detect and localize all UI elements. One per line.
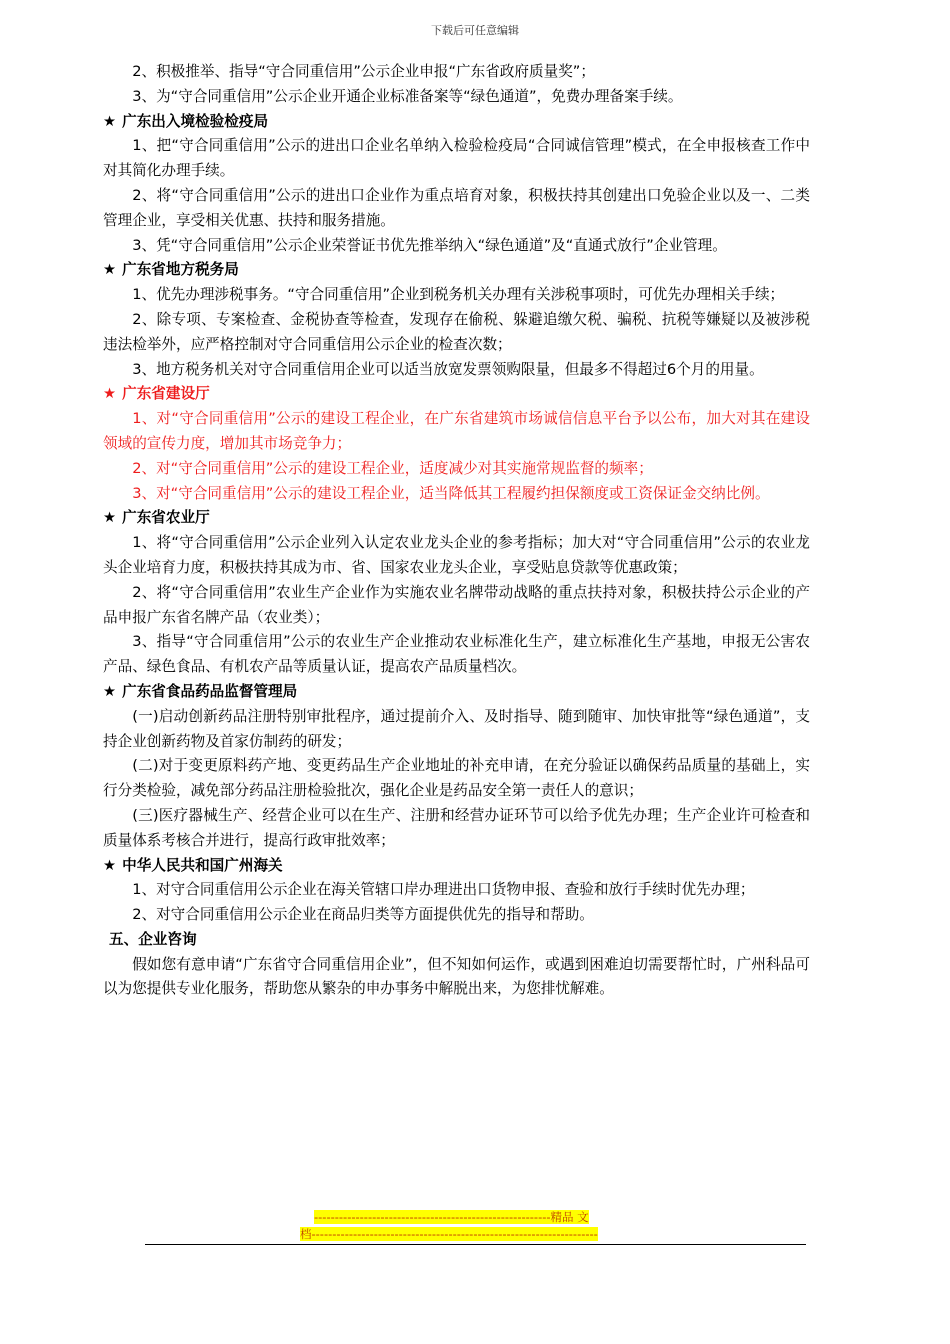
paragraph: 2、将“守合同重信用”农业生产企业作为实施农业名牌带动战略的重点扶持对象，积极扶持公示企业的产品申报广东省名牌产品（农业类）；	[103, 583, 810, 626]
star-icon: ★	[103, 856, 117, 874]
paragraph: 假如您有意申请“广东省守合同重信用企业”，但不知如何运作，或遇到困难迫切需要帮忙时，广州科品可以为您提供专业化服务，帮助您从繁杂的申办事务中解脱出来，为您排忧解难。	[103, 955, 810, 998]
section-heading	[103, 506, 810, 531]
paragraph: 3、凭“守合同重信用”公示企业荣誉证书优先推举纳入“绿色通道”及“直通式放行”企业管理。	[132, 236, 727, 254]
section-heading-text: 广东省地方税务局	[122, 261, 239, 279]
paragraph: 3、地方税务机关对守合同重信用企业可以适当放宽发票领购限量，但最多不得超过6个月的用量。	[132, 360, 764, 378]
paragraph: 3、指导“守合同重信用”公示的农业生产企业推动农业标准化生产，建立标准化生产基地，申报无公害农产品、绿色食品、有机农产品等质量认证，提高农产品质量档次。	[103, 633, 810, 676]
paragraph: 2、积极推举、指导“守合同重信用”公示企业申报“广东省政府质量奖”；	[132, 63, 595, 80]
paragraph: (三)医疗器械生产、经营企业可以在生产、注册和经营办证环节可以给予优先办理；生产企业许可检查和质量体系考核合并进行，提高行政审批效率；	[103, 806, 810, 849]
footer-watermark	[300, 1209, 650, 1243]
paragraph: 1、对守合同重信用公示企业在海关管辖口岸办理进出口货物申报、查验和放行手续时优先办理；	[132, 881, 755, 899]
section-heading	[103, 110, 810, 135]
paragraph: 3、为“守合同重信用”公示企业开通企业标准备案等“绿色通道”，免费办理备案手续。	[132, 87, 683, 105]
page-header: 下载后可任意编辑	[431, 24, 519, 37]
star-icon: ★	[103, 509, 117, 527]
paragraph: 2、对守合同重信用公示企业在商品归类等方面提供优先的指导和帮助。	[132, 906, 594, 924]
star-icon: ★	[103, 385, 117, 403]
section-heading-text: 广东省农业厅	[122, 509, 210, 527]
star-icon: ★	[103, 682, 117, 700]
section-heading-text: 广东省食品药品监督管理局	[122, 682, 298, 700]
paragraph: 1、把“守合同重信用”公示的进出口企业名单纳入检验检疫局“合同诚信管理”模式，在全申报核查工作中对其简化办理手续。	[103, 137, 810, 180]
paragraph: 3、对“守合同重信用”公示的建设工程企业，适当降低其工程履约担保额度或工资保证金交纳比例。	[132, 484, 770, 502]
section-heading	[103, 258, 810, 283]
paragraph: 1、优先办理涉税事务。“守合同重信用”企业到税务机关办理有关涉税事项时，可优先办理相关手续；	[132, 286, 785, 304]
footer-line-1: ---------------------------------------------------------精品 文	[314, 1210, 589, 1224]
paragraph: 2、将“守合同重信用”公示的进出口企业作为重点培育对象，积极扶持其创建出口免验企业以及一、二类管理企业，享受相关优惠、扶持和服务措施。	[103, 186, 810, 229]
chapter-heading: 五、企业咨询	[109, 930, 197, 948]
paragraph: 1、对“守合同重信用”公示的建设工程企业，在广东省建筑市场诚信信息平台予以公布，加大对其在建设领域的宣传力度，增加其市场竞争力；	[103, 410, 810, 452]
section-heading-text: 中华人民共和国广州海关	[122, 856, 283, 874]
paragraph: 1、将“守合同重信用”公示企业列入认定农业龙头企业的参考指标；加大对“守合同重信用”公示的农业龙头企业培育力度，积极扶持其成为市、省、国家农业龙头企业，享受贴息贷款等优惠政策；	[103, 534, 810, 576]
section-heading-text: 广东出入境检验检疫局	[122, 112, 269, 130]
section-heading	[103, 680, 810, 705]
footer-line-2: 档---------------------------------------------------------------------	[300, 1227, 598, 1241]
section-heading	[103, 382, 810, 407]
document-body	[103, 60, 810, 1002]
section-heading	[103, 854, 810, 879]
star-icon: ★	[103, 261, 117, 279]
paragraph: 2、除专项、专案检查、金税协查等检查，发现存在偷税、躲避追缴欠税、骗税、抗税等嫌疑以及被涉税违法检举外，应严格控制对守合同重信用公示企业的检查次数；	[103, 310, 810, 353]
section-heading-text: 广东省建设厅	[122, 385, 210, 403]
paragraph: (二)对于变更原料药产地、变更药品生产企业地址的补充申请，在充分验证以确保药品质量的基础上，实行分类检验，减免部分药品注册检验批次，强化企业是药品安全第一责任人的意识；	[103, 757, 810, 800]
paragraph: (一)启动创新药品注册特别审批程序，通过提前介入、及时指导、随到随审、加快审批等“绿色通道”，支持企业创新药物及首家仿制药的研发；	[103, 707, 810, 750]
footer-rule	[145, 1244, 806, 1245]
paragraph: 2、对“守合同重信用”公示的建设工程企业，适度减少对其实施常规监督的频率；	[132, 459, 653, 477]
star-icon: ★	[103, 112, 117, 130]
